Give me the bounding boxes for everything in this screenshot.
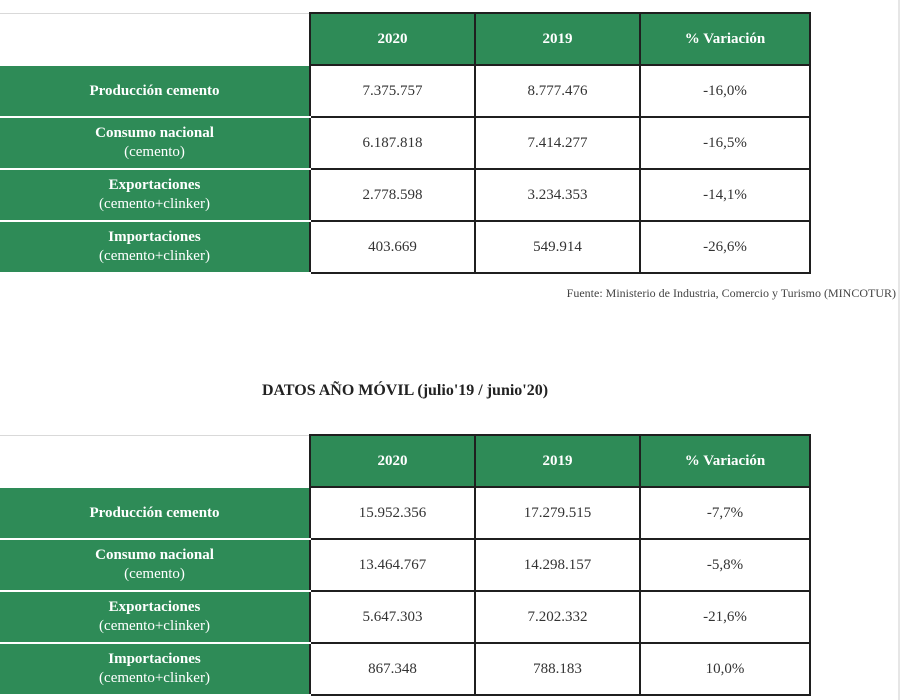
column-header-2020: 2020 [310,435,475,487]
column-header-variation: % Variación [640,13,810,65]
cell-2019: 3.234.353 [475,169,640,221]
table-row [0,169,810,221]
table-row [0,65,810,117]
column-header-variation: % Variación [640,435,810,487]
row-label-text: Producción cemento [89,82,220,99]
table-row [0,643,810,695]
row-sublabel: (cemento+clinker) [99,196,210,212]
cell-2020: 7.375.757 [310,65,475,117]
cell-2019: 549.914 [475,221,640,273]
cell-2019: 8.777.476 [475,65,640,117]
row-label [0,221,310,273]
cell-2019: 17.279.515 [475,487,640,539]
rolling-year-table [0,434,811,696]
cell-2020: 2.778.598 [310,169,475,221]
cell-2020: 867.348 [310,643,475,695]
row-label [0,539,310,591]
source-note: Fuente: Ministerio de Industria, Comercio y Turismo (MINCOTUR) [566,286,896,300]
column-header-2019: 2019 [475,13,640,65]
cell-2020: 6.187.818 [310,117,475,169]
row-sublabel: (cemento+clinker) [99,618,210,634]
column-header-2019: 2019 [475,435,640,487]
table-row [0,221,810,273]
cell-variation: -21,6% [640,591,810,643]
column-header-2020: 2020 [310,13,475,65]
section-heading: DATOS AÑO MÓVIL (julio'19 / junio'20) [261,382,549,399]
row-sublabel: (cemento+clinker) [99,670,210,686]
cell-2020: 13.464.767 [310,539,475,591]
row-label-text: Consumo nacional [95,547,214,563]
cell-2020: 403.669 [310,221,475,273]
row-label-text: Exportaciones [108,177,201,193]
cell-2019: 7.414.277 [475,117,640,169]
table-header-row [0,435,810,487]
row-label-text: Consumo nacional [95,125,214,141]
cell-variation: -26,6% [640,221,810,273]
cell-2020: 15.952.356 [310,487,475,539]
header-blank-cell [0,435,310,487]
row-label-text: Producción cemento [89,504,220,521]
row-sublabel: (cemento+clinker) [99,248,210,264]
table-row [0,117,810,169]
row-label [0,65,310,117]
row-sublabel: (cemento) [124,566,185,582]
row-sublabel: (cemento) [124,144,185,160]
cell-2020: 5.647.303 [310,591,475,643]
row-label [0,169,310,221]
cell-variation: -16,0% [640,65,810,117]
cell-2019: 7.202.332 [475,591,640,643]
cell-variation: -14,1% [640,169,810,221]
row-label [0,643,310,695]
row-label-text: Importaciones [108,229,201,245]
row-label [0,591,310,643]
row-label-text: Exportaciones [108,599,201,615]
table-row [0,591,810,643]
cell-variation: 10,0% [640,643,810,695]
table-row [0,539,810,591]
monthly-stats-table [0,12,811,274]
cell-variation: -5,8% [640,539,810,591]
row-label [0,117,310,169]
row-label-text: Importaciones [108,651,201,667]
table-row [0,487,810,539]
header-blank-cell [0,13,310,65]
row-label [0,487,310,539]
cell-2019: 788.183 [475,643,640,695]
cell-variation: -16,5% [640,117,810,169]
cell-2019: 14.298.157 [475,539,640,591]
cell-variation: -7,7% [640,487,810,539]
table-header-row [0,13,810,65]
